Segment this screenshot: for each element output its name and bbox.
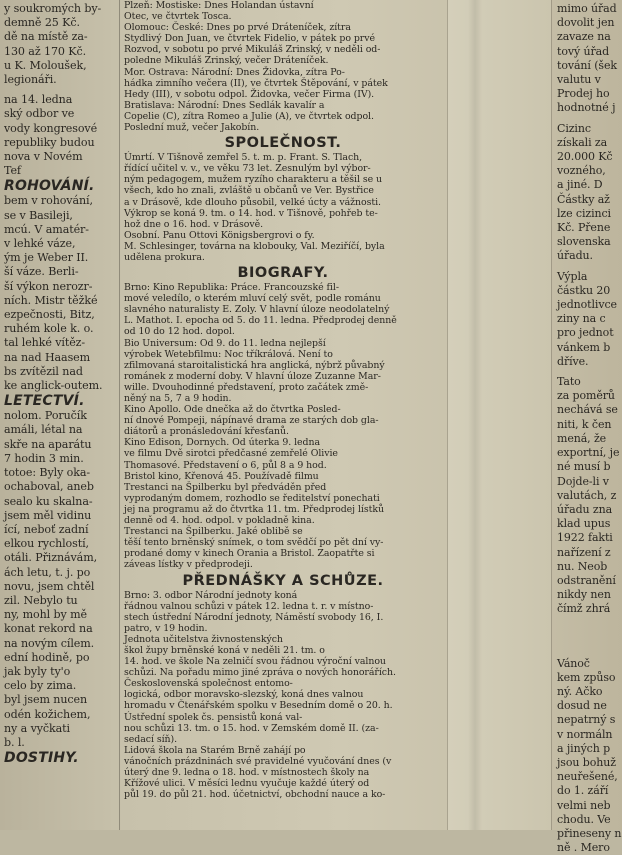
text-line: těší tento brněnský snímek, o tom svědčí po pět dní vy- bbox=[124, 537, 384, 549]
text-line: byl jsem nucen bbox=[4, 693, 88, 707]
text-line: zfilmovaná staroitalistická hra anglická, nýbrž půvabný bbox=[124, 359, 385, 371]
text-line: Stydlivý Don Juan, ve čtvrtek Fidelio, v pátek po prvé bbox=[124, 33, 375, 45]
text-line: lze cizinci bbox=[557, 206, 611, 220]
text-line: republiky budou bbox=[4, 135, 95, 149]
text-line: vody kongresové bbox=[4, 121, 98, 135]
text-line: Křížové ulici. V měsíci lednu vyučuje každé úterý od bbox=[124, 778, 370, 790]
section-prednasky-body bbox=[124, 590, 442, 801]
text-line: chodu. Ve bbox=[557, 812, 611, 826]
section-spolecnost-body bbox=[124, 152, 442, 263]
text-line: mové veledílo, o kterém mluví celý svět, podle románu bbox=[124, 293, 381, 305]
text-line: a jiných p bbox=[557, 741, 611, 755]
heading-rohovani: ROHOVÁNÍ. bbox=[4, 178, 95, 195]
text-line: do 1. září bbox=[557, 784, 609, 798]
text-line: tování (šek bbox=[557, 58, 617, 72]
text-line: nova v Novém bbox=[4, 150, 83, 164]
text-line: výrobek Wetebfilmu: Noc tříkrálová. Není to bbox=[124, 348, 333, 360]
column-rule bbox=[551, 0, 552, 830]
left-column bbox=[0, 0, 118, 830]
column-rule bbox=[447, 0, 448, 830]
left-block-notice bbox=[4, 93, 115, 178]
text-line: Úmrtí. V Tišnově zemřel 5. t. m. p. Frant. S. Tlach, bbox=[124, 152, 363, 164]
heading-dostihy: DOSTIHY. bbox=[4, 750, 79, 767]
text-line: M. Schlesinger, továrna na klobouky, Val. Meziříčí, byla bbox=[124, 240, 385, 252]
text-line: a jiné. D bbox=[557, 178, 603, 192]
text-line: vánkem b bbox=[557, 340, 611, 354]
text-line: Trestanci na Špilberku. Jaké oblibě se bbox=[124, 526, 303, 538]
text-line: hádka zimního večera (II), ve čtvrtek Štěpování, v pátek bbox=[124, 77, 388, 89]
text-line: částku 20 bbox=[557, 283, 611, 297]
text-line: Trestanci na Špilberku byl předváděn před bbox=[124, 481, 327, 493]
text-line: odstranění bbox=[557, 573, 616, 587]
text-line: Hedy (III), v sobotu odpol. Židovka, večer Firma (IV). bbox=[124, 88, 375, 100]
text-line: klad upus bbox=[557, 517, 611, 531]
text-line: legionáři. bbox=[4, 73, 57, 87]
text-line: Výkrop se koná 9. tm. o 14. hod. v Tišnově, pohřeb te- bbox=[124, 207, 378, 219]
text-line: amáli, létal na bbox=[4, 423, 83, 437]
text-line: ský odbor ve bbox=[4, 107, 75, 121]
text-line: nechává se bbox=[557, 403, 618, 417]
text-line: na 14. ledna bbox=[4, 93, 73, 107]
text-line: jak byly ty'o bbox=[4, 664, 71, 678]
section-biografy-body bbox=[124, 282, 442, 570]
text-line: Bratislava: Národní: Dnes Sedlák kavalír a bbox=[124, 99, 325, 111]
text-line: nu. Neob bbox=[557, 559, 608, 573]
text-line: hodnotné j bbox=[557, 101, 616, 115]
text-line: nou schůzi 13. tm. o 15. hod. v Zemském domě II. (za- bbox=[124, 722, 379, 734]
text-line: Dojde-li v bbox=[557, 474, 609, 488]
text-line: Plzeň: Mostiske: Dnes Holandan ústavní bbox=[124, 0, 314, 11]
text-line: velmi neb bbox=[557, 798, 611, 812]
text-line: né musí b bbox=[557, 460, 611, 474]
text-line: 7 hodin 3 min. bbox=[4, 451, 84, 465]
heading-letectvi: LETECTVÍ. bbox=[4, 393, 85, 410]
text-line: ve filmu Dvě sirotci předčasné zemřelé Olivie bbox=[124, 448, 338, 460]
text-line: ny a vyčkati bbox=[4, 721, 70, 735]
text-line: pro jednot bbox=[557, 326, 614, 340]
text-line: Kino Edison, Dornych. Od úterka 9. ledna bbox=[124, 437, 321, 449]
text-line: stech ústřední Národní jednoty, Náměstí svobody 16, I. bbox=[124, 611, 384, 623]
text-line: niti, k čen bbox=[557, 417, 612, 431]
left-block-boxing bbox=[4, 194, 115, 393]
text-line: slovenska bbox=[557, 235, 611, 249]
text-line: zavaze na bbox=[557, 30, 611, 44]
text-line: hož dne o 16. hod. v Drásově. bbox=[124, 218, 264, 230]
text-line: ních. Mistr těžké bbox=[4, 293, 98, 307]
text-line: mená, že bbox=[557, 431, 607, 445]
text-line: nepatrný s bbox=[557, 713, 616, 727]
text-line: ách letu, t. j. po bbox=[4, 565, 91, 579]
text-line: dovolit jen bbox=[557, 16, 615, 30]
text-line: mimo úřad bbox=[557, 2, 617, 15]
text-line: demně 25 Kč. bbox=[4, 16, 80, 30]
text-line: denně od 4. hod. odpol. v pokladně kina. bbox=[124, 515, 315, 527]
text-line: poledne Mikuláš Zrinský, večer Dráteníček. bbox=[124, 55, 329, 67]
text-line: sealo ku skalna- bbox=[4, 494, 93, 508]
text-line: prodané domy v kinech Orania a Bristol. Zaopatřte si bbox=[124, 548, 375, 560]
text-line: Mor. Ostrava: Národní: Dnes Židovka, zítra Po- bbox=[124, 66, 345, 78]
text-line: Ústřední spolek čs. pensistů koná val- bbox=[124, 711, 303, 723]
text-line: jsou bohuž bbox=[557, 755, 616, 769]
text-line: Kč. Přene bbox=[557, 221, 611, 235]
text-line: vozného, bbox=[557, 164, 606, 178]
right-column bbox=[553, 0, 622, 855]
text-line: Otec, ve čtvrtek Tosca. bbox=[124, 11, 232, 23]
text-line: Tato bbox=[557, 375, 581, 389]
text-line: ochaboval, aneb bbox=[4, 480, 94, 494]
text-line: bs zvítězil nad bbox=[4, 364, 83, 378]
text-line: totoe: Byly oka- bbox=[4, 466, 91, 480]
text-line: Brno: 3. odbor Národní jednoty koná bbox=[124, 589, 298, 601]
text-line: ší váze. Berli- bbox=[4, 265, 79, 279]
text-line: b. l. bbox=[4, 735, 25, 749]
text-line: dě na místě za- bbox=[4, 30, 88, 44]
text-line: Poslední muž, večer Jakobín. bbox=[124, 122, 260, 134]
text-line: Výpla bbox=[557, 269, 588, 283]
text-line: něný na 5, 7 a 9 hodin. bbox=[124, 393, 232, 404]
text-line: jej na programu až do čtvrtka 11. tm. Předprodej lístků bbox=[124, 503, 384, 515]
text-line: tový úřad bbox=[557, 44, 610, 58]
text-line: nikdy nen bbox=[557, 588, 611, 602]
text-line: tal lehké vítěz- bbox=[4, 336, 86, 350]
text-line: wille. Dvouhodinné představení, proto začátek změ- bbox=[124, 381, 369, 393]
text-line: dosud ne bbox=[557, 699, 607, 713]
text-line: patro, v 19 hodin. bbox=[124, 622, 208, 634]
text-line: kem způso bbox=[557, 670, 616, 684]
text-line: 130 až 170 Kč. bbox=[4, 44, 87, 58]
text-line: Bristol kino, Křenová 45. Používadě filmu bbox=[124, 470, 319, 482]
text-line: zil. Nebylo tu bbox=[4, 593, 78, 607]
text-line: ně . Mero bbox=[557, 841, 610, 855]
text-line: ní dnové Pompeji, nápínavé drama ze starých dob gla- bbox=[124, 415, 379, 427]
text-line: Cizinc bbox=[557, 121, 591, 135]
text-line: získali za bbox=[557, 135, 608, 149]
section-title-biografy: BIOGRAFY. bbox=[237, 265, 329, 282]
text-line: Kino Apollo. Ode dnečka až do čtvrtka Posled- bbox=[124, 404, 341, 416]
text-line: ící, neboť zadní bbox=[4, 522, 89, 536]
text-line: Lidová škola na Starém Brně zahájí po bbox=[124, 744, 306, 756]
text-line: u K. Moloušek, bbox=[4, 58, 87, 72]
section-title-prednasky: PŘEDNÁŠKY A SCHŮZE. bbox=[182, 572, 384, 589]
text-line: udělena prokura. bbox=[124, 251, 205, 263]
right-block-2 bbox=[557, 122, 622, 264]
text-line: v normáln bbox=[557, 727, 613, 741]
text-line: Brno: Kino Republika: Práce. Francouzské fil- bbox=[124, 282, 339, 294]
text-line: ným pedagogem, mužem ryzího charakteru a těšil se u bbox=[124, 174, 382, 186]
text-line: Osobní. Panu Ottovi Königsbergrovi o fy. bbox=[124, 229, 315, 241]
text-line: ny, mohl by mě bbox=[4, 608, 87, 622]
text-line: Rozvod, v sobotu po prvé Mikuláš Zrinský, v neděli od- bbox=[124, 44, 381, 56]
text-line: Tef bbox=[4, 164, 21, 178]
text-line: Jednota učitelstva živnostenských bbox=[124, 633, 283, 645]
text-line: ezpečnosti, Bitz, bbox=[4, 308, 95, 322]
text-line: mcú. V amatér- bbox=[4, 222, 89, 236]
text-line: Vánoč bbox=[557, 656, 590, 670]
text-line: jednotlivce bbox=[557, 298, 617, 312]
text-line: Bio Universum: Od 9. do 11. ledna nejlepší bbox=[124, 337, 326, 349]
right-block-3 bbox=[557, 270, 622, 369]
right-block-4 bbox=[557, 375, 622, 616]
text-line: na nad Haasem bbox=[4, 350, 91, 364]
text-line: Československá společnost entomo- bbox=[124, 678, 293, 690]
text-line: Thomasové. Představení o 6, půl 8 a 9 hod. bbox=[124, 459, 327, 471]
text-line: hromadu v Čtenářském spolku v Besedním domě o 20. h. bbox=[124, 700, 393, 712]
text-line: škol župy brněnské koná v neděli 21. tm. o bbox=[124, 644, 325, 656]
text-line: valutu v bbox=[557, 73, 601, 87]
text-line: řídící učitel v. v., ve věku 73 let. Zesnulým byl výbor- bbox=[124, 163, 371, 175]
text-line: L. Mathot. I. epocha od 5. do 11. ledna. Předprodej denně bbox=[124, 315, 397, 327]
text-line: valutách, z bbox=[557, 488, 617, 502]
text-line: v lehké váze, bbox=[4, 237, 76, 251]
text-line: Olomouc: České: Dnes po prvé Dráteníček, zítra bbox=[124, 22, 351, 34]
text-line: ší výkon nerozr- bbox=[4, 279, 93, 293]
text-line: neuřešené, bbox=[557, 770, 618, 784]
text-line: exportní, je bbox=[557, 446, 620, 460]
text-line: přineseny n bbox=[557, 826, 622, 840]
text-line: čímž zhrá bbox=[557, 602, 611, 616]
text-line: půl 19. do půl 21. hod. účetnictví, obchodní nauce a ko- bbox=[124, 789, 386, 801]
text-line: úterý dne 9. ledna o 18. hod. v místnostech školy na bbox=[124, 767, 370, 778]
text-line: schůzi. Na pořadu mimo jiné zpráva o nových honorářích. bbox=[124, 667, 396, 679]
text-line: od 10 do 12 hod. dopol. bbox=[124, 326, 235, 338]
text-line: konat rekord na bbox=[4, 622, 93, 636]
page-fold-shadow bbox=[468, 0, 482, 830]
text-line: ziny na c bbox=[557, 312, 606, 326]
text-line: celo by zima. bbox=[4, 679, 77, 693]
middle-column bbox=[120, 0, 446, 830]
text-line: Prodej ho bbox=[557, 87, 610, 101]
text-line: románek z moderní doby. V hlavní úloze Zuzanne Mar- bbox=[124, 370, 381, 382]
text-line: za poměrů bbox=[557, 389, 615, 403]
text-line: úřadu zna bbox=[557, 502, 613, 516]
text-line: diátorů a pronásledování křesťanů. bbox=[124, 426, 289, 438]
text-line: ým je Weber II. bbox=[4, 251, 89, 265]
section-title-spolecnost: SPOLEČNOST. bbox=[224, 135, 342, 152]
text-line: logická, odbor moravsko-slezský, koná dnes valnou bbox=[124, 689, 364, 701]
text-line: odén kožichem, bbox=[4, 707, 91, 721]
text-line: vyprodaným domem, rozhodlo se ředitelství ponechati bbox=[124, 492, 380, 504]
text-line: nolom. Poručík bbox=[4, 409, 87, 423]
text-line: všech, kdo ho znali, zvláště u občanů ve Ver. Bystřice bbox=[124, 185, 374, 197]
text-line: ný. Ačko bbox=[557, 684, 603, 698]
text-line: jsem měl vidinu bbox=[4, 508, 92, 522]
text-line: vánočních prázdninách své pravidelné vyučování dnes (v bbox=[124, 755, 392, 767]
text-line: novu, jsem chtěl bbox=[4, 579, 95, 593]
text-line: se v Basileji, bbox=[4, 208, 73, 222]
left-block-aviation bbox=[4, 409, 115, 750]
text-line: ední hodině, po bbox=[4, 650, 90, 664]
text-line: elkou rychlostí, bbox=[4, 537, 89, 551]
text-line: 14. hod. ve škole Na zelničí svou řádnou výroční valnou bbox=[124, 656, 386, 668]
text-line: sedací síň). bbox=[124, 733, 178, 745]
text-line: otáli. Přiznávám, bbox=[4, 551, 98, 565]
text-line: Copelie (C), zítra Romeo a Julie (A), ve čtvrtek odpol. bbox=[124, 110, 374, 122]
text-line: řádnou valnou schůzi v pátek 12. ledna t. r. v místno- bbox=[124, 600, 374, 612]
text-line: slavného naturalisty E. Zoly. V hlavní úloze neodolatelný bbox=[124, 304, 390, 316]
text-line: 20.000 Kč bbox=[557, 150, 613, 164]
right-block-1 bbox=[557, 2, 622, 116]
text-line: nařízení z bbox=[557, 545, 611, 559]
text-line: 1922 fakti bbox=[557, 531, 613, 545]
text-line: bem v rohování, bbox=[4, 194, 93, 208]
theatre-listings bbox=[124, 0, 442, 133]
text-line: na novým cílem. bbox=[4, 636, 95, 650]
text-line: y soukromých by- bbox=[4, 2, 102, 15]
text-line: úřadu. bbox=[557, 249, 593, 263]
text-line: ke anglick-outem. bbox=[4, 379, 103, 393]
text-line: Částky až bbox=[557, 192, 610, 206]
text-line: ruhém kole k. o. bbox=[4, 322, 94, 336]
text-line: dříve. bbox=[557, 354, 589, 368]
text-line: a v Drásově, kde dlouho působil, velké úcty a vážnosti. bbox=[124, 196, 381, 208]
text-line: záveas lístky v předprodeji. bbox=[124, 559, 253, 571]
right-block-5 bbox=[557, 657, 622, 855]
left-block-ads bbox=[4, 2, 115, 87]
adjacent-page-strip bbox=[448, 0, 551, 830]
text-line: skře na aparátu bbox=[4, 437, 92, 451]
